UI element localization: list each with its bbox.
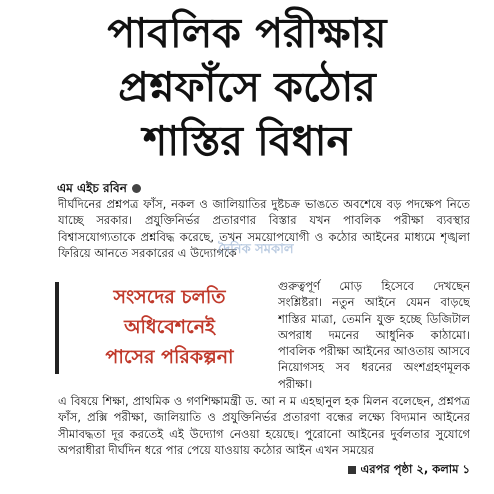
watermark: দৈনিক সমকাল: [218, 242, 294, 257]
pull-quote: [55, 282, 270, 374]
headline-line-2: প্রশ্নফাঁসে কঠোর: [118, 63, 376, 111]
continued-on-page[interactable]: [348, 461, 471, 480]
continued-label: এরপর পৃষ্ঠা ২, কলাম ১: [360, 462, 470, 476]
square-icon: [348, 466, 356, 474]
article-paragraph-body: এ বিষয়ে শিক্ষা, প্রাথমিক ও গণশিক্ষামন্ত্রী ড. আ ন ম এহছানুল হক মিলন বলেছেন, প্রশ্নপত্র ফাঁস, প্রক্সি পরীক্ষা, জালিয়াতি ও প্রযুক্তিনির্ভর প্রতারণা বন্ধের লক্ষ্যে বিদ্যমান আইনের সীমাবদ্ধতা দূর করতেই এই উদ্যোগ নেওয়া হয়েছে। পুরোনো আইনের দুর্বলতার সুযোগে অপরাধীরা দীর্ঘদিন ধরে পার পেয়ে যাওয়ায় কঠোর আইন এখন সময়ের: [58, 394, 470, 457]
pull-quote-line-3: পাসের পরিকল্পনা: [105, 346, 234, 368]
headline: [0, 6, 494, 168]
pull-quote-line-1: সংসদের চলতি: [113, 286, 226, 308]
bullet-icon: [132, 184, 141, 193]
article-paragraph-intro: দীর্ঘদিনের প্রশ্নপত্র ফাঁস, নকল ও জালিয়াতির দুষ্টচক্র ভাঙতে অবশেষে বড় পদক্ষেপ নিতে যাচ্ছে সরকার। প্রযুক্তিনির্ভর প্রতারণার বিস্তার যখন পাবলিক পরীক্ষা ব্যবস্থার বিশ্বাসযোগ্যতাকে প্রশ্নবিদ্ধ করেছে, তখন সময়োপযোগী ও কঠোর আইনের মাধ্যমে শৃঙ্খলা ফিরিয়ে আনতে সরকারের এ উদ্যোগকে: [58, 197, 470, 260]
byline-author: এম এইচ রবিন: [57, 181, 127, 195]
pull-quote-line-2: অধিবেশনেই: [124, 316, 215, 338]
headline-line-1: পাবলিক পরীক্ষায়: [107, 9, 387, 57]
article-paragraph-side: গুরুত্বপূর্ণ মোড় হিসেবে দেখছেন সংশ্লিষ্টরা। নতুন আইনে যেমন বাড়ছে শাস্তির মাত্রা, তেমনি যুক্ত হচ্ছে ডিজিটাল অপরাধ দমনের আধুনিক কাঠামো। পাবলিক পরীক্ষা আইনের আওতায় আসবে নিয়োগসহ সব ধরনের অংশগ্রহণমূলক পরীক্ষা।: [278, 279, 470, 391]
headline-line-3: শাস্তির বিধান: [142, 117, 352, 165]
